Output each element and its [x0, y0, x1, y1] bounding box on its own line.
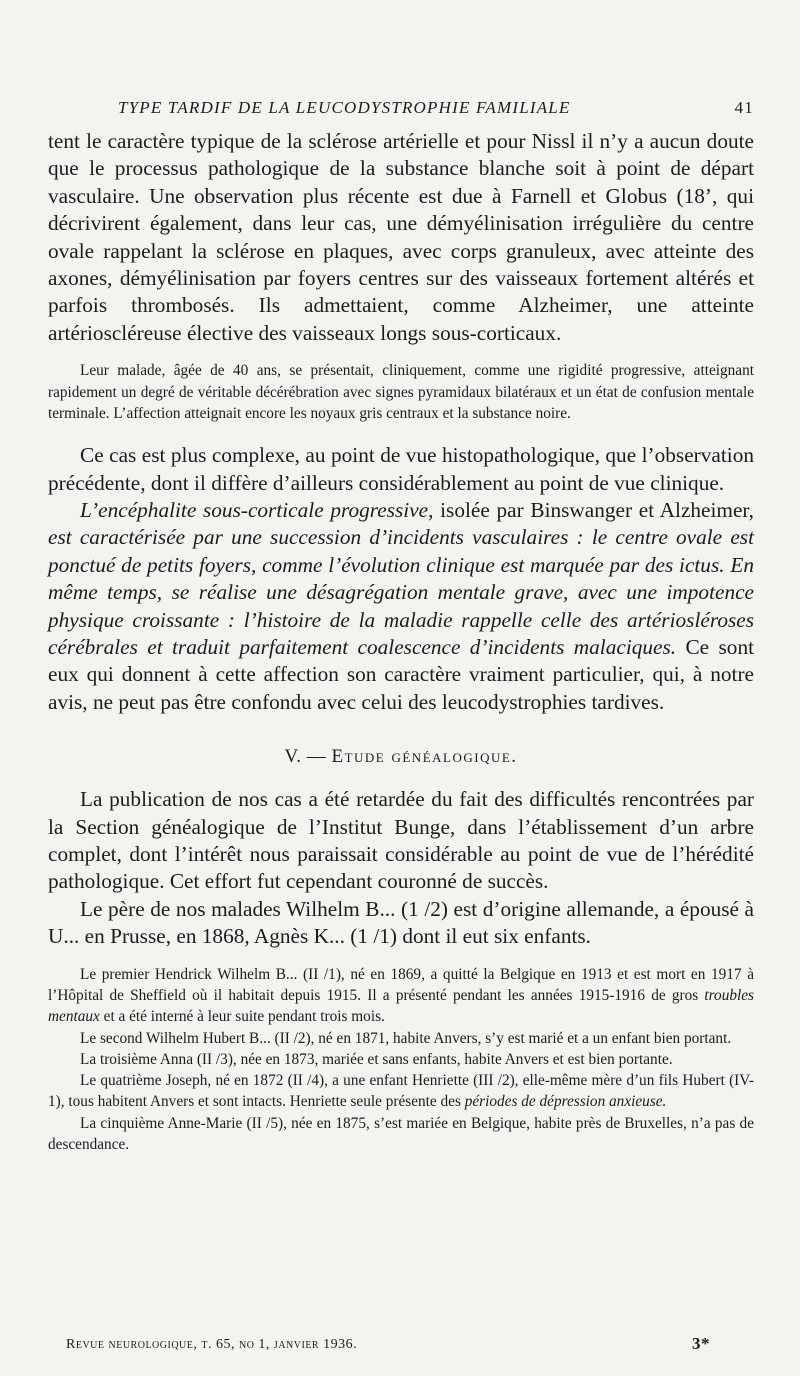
section-heading: [48, 746, 754, 768]
note-first-child-text-end: et a été interné à leur suite pendant trois mois.: [99, 1008, 385, 1026]
paragraph-3-italic-1: L’encéphalite sous-corticale progressive: [80, 497, 429, 522]
note-fourth-child-text: Le quatrième Joseph, né en 1872 (II /4), a une enfant Henriette (III /2), elle-même mère d’un fils Hubert (IV-1), tous habitent Anvers et sont intacts. Henriette seule présente des: [48, 1072, 754, 1111]
note-first-child-text: Le premier Hendrick Wilhelm B... (II /1), né en 1869, a quitté la Belgique en 1913 et est mort en 1917 à l’Hôpital de Sheffield où il habitait depuis 1915. Il a présenté pendant les années 1915-1916 de gros: [48, 965, 754, 1004]
section-numeral: V. —: [284, 746, 332, 768]
footer: [66, 1334, 710, 1353]
page: [48, 94, 754, 1155]
note-second-child: Le second Wilhelm Hubert B... (II /2), né en 1871, habite Anvers, s’y est marié et a un enfant bien portant.: [80, 1029, 732, 1047]
paragraph-1: tent le caractère typique de la sclérose artérielle et pour Nissl il n’y a aucun doute que le processus pathologique de la substance blanche soit à point de départ vasculaire. Une observation plus récente est due à Farnell et Globus (18’, qui décrivirent également, dans leur cas, une démyélinisation irrégulière du centre ovale rappelant la sclérose en plaques, avec corps granuleux, avec atteinte des axones, démyélinisation par foyers centres sur des vaisseaux fortement altérés et parfois thrombosés. Ils admettaient, comme Alzheimer, une atteinte artérioscléreuse élective des vaisseaux longs sous-corticaux.: [48, 129, 754, 345]
note-third-child: La troisième Anna (II /3), née en 1873, mariée et sans enfants, habite Anvers et est bien portante.: [80, 1050, 673, 1068]
section-title: Etude généalogique.: [331, 746, 518, 768]
paragraph-3-italic-2: est caractérisée par une succession d’incidents vasculaires : le centre ovale est ponctué de petits foyers, comme l’évolution clinique est marquée par des ictus. En même temps, se réalise une désagrégation mentale grave, avec une impotence physique croissante : l’histoire de la maladie rappelle celle des artériosléroses cérébrales et traduit parfaitement coalescence d’incidents malaciques.: [48, 525, 754, 659]
note-fourth-child: [48, 1070, 754, 1113]
paragraph-3: [48, 497, 754, 716]
page-number: 41: [734, 98, 754, 117]
paragraph-4: La publication de nos cas a été retardée du fait des difficultés rencontrées par la Section généalogique de l’Institut Bunge, dans l’établissement d’un arbre complet, dont l’intérêt nous paraissait considérable au point de vue de l’hérédité pathologique. Cet effort fut cependant couronné de succès.: [48, 787, 754, 894]
genealogy-notes: [48, 964, 754, 1156]
running-head: [48, 94, 754, 122]
paragraph-5: Le père de nos malades Wilhelm B... (1 /2) est d’origine allemande, a épousé à U... en Prusse, en 1868, Agnès K... (1 /1) dont il eut six enfants.: [48, 896, 754, 949]
paragraph-3-text-1: , isolée par Binswanger et Alzheimer,: [428, 497, 754, 522]
signature-mark: 3*: [692, 1334, 710, 1353]
case-note: Leur malade, âgée de 40 ans, se présentait, cliniquement, comme une rigidité progressive, atteignant rapidement un degré de véritable décérébration avec signes pyramidaux bilatéraux et un état de confusion mentale terminale. L’affection atteignait encore les noyaux gris centraux et la substance noire.: [48, 362, 754, 422]
journal-reference: Revue neurologique, t. 65, no 1, janvier 1936.: [66, 1337, 358, 1352]
running-title: TYPE TARDIF DE LA LEUCODYSTROPHIE FAMILIALE: [118, 98, 571, 117]
paragraph-2: Ce cas est plus complexe, au point de vue histopathologique, que l’observation précédente, dont il diffère d’ailleurs considérablement au point de vue clinique.: [48, 443, 754, 495]
note-first-child-italic: troubles mentaux: [48, 986, 754, 1026]
note-fifth-child: La cinquième Anne-Marie (II /5), née en 1875, s’est mariée en Belgique, habite près de Bruxelles, n’a pas de descendance.: [48, 1114, 754, 1154]
note-first-child: [48, 964, 754, 1028]
note-fourth-child-italic: périodes de dépression anxieuse.: [464, 1093, 667, 1111]
paragraph-3-text-2: Ce sont eux qui donnent à cette affection son caractère vraiment particulier, qui, à notre avis, ne peut pas être confondu avec celui des leucodystrophies tardives.: [48, 634, 755, 714]
